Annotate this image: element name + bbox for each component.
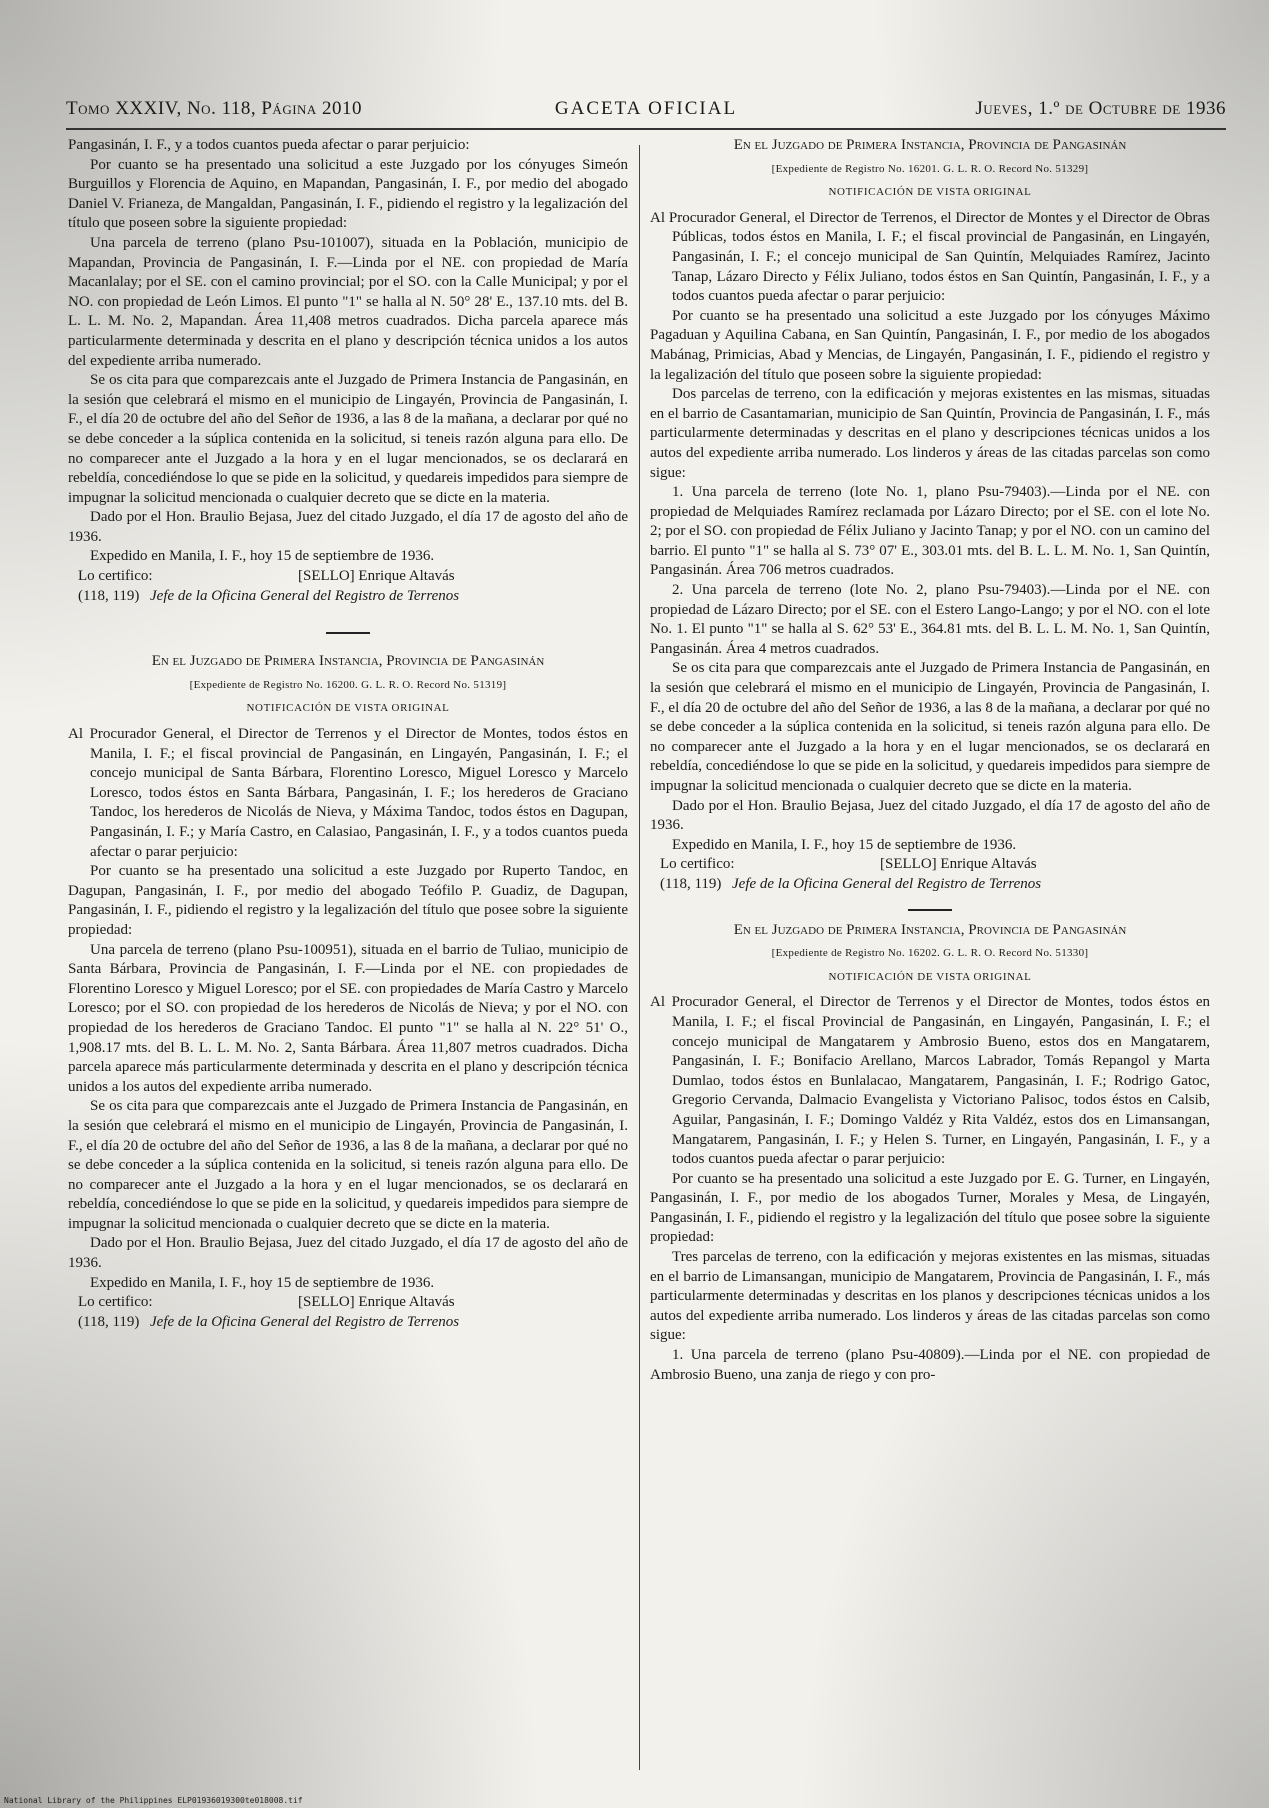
notice-paragraph: 1. Una parcela de terreno (plano Psu-40809).—Linda por el NE. con propiedad de Ambrosio Bueno, una zanja de riego y con pro-	[650, 1347, 1210, 1383]
section-notification-heading: NOTIFICACIÓN DE VISTA ORIGINAL	[828, 186, 1032, 199]
signature-line	[68, 567, 628, 587]
notice-paragraph: Por cuanto se ha presentado una solicitud a este Juzgado por E. G. Turner, en Lingayén, Pangasinán, I. F., por medio de los abogados Turner, Morales y Mesa, de Lingayén, Pangasinán, I. F., pidiendo el registro y la legalización del título que posee sobre la siguiente propiedad:	[650, 1170, 1210, 1246]
section-expediente: [Expediente de Registro No. 16202. G. L. R. O. Record No. 51330]	[771, 947, 1089, 960]
notice-paragraph: Por cuanto se ha presentado una solicitud a este Juzgado por Ruperto Tandoc, en Dagupan, Pangasinán, I. F., por medio del abogado Teófilo P. Guadiz, de Dagupan, Pangasinán, I. F., pidiendo el registro y la legalización del título que posee sobre la siguiente propiedad:	[68, 863, 628, 938]
notice-paragraph: Tres parcelas de terreno, con la edificación y mejoras existentes en las mismas, situadas en el barrio de Limansangan, municipio de Mangatarem, Provincia de Pangasinán, I. F., más particularmente determinadas y descritas en los planos y descripciones técnicas unidos a los autos del expediente arriba numerado. Los linderos y áreas de las citadas parcelas son como sigue:	[650, 1249, 1210, 1344]
notice-addressees: Al Procurador General, el Director de Terrenos y el Director de Montes, todos éstos en Manila, I. F.; el fiscal Provincial de Pangasinán, en Lingayén, Pangasinán, I. F.; el concejo municipal de Mangatarem y Ambrosio Bueno, estos dos en Mangatarem, Pangasinán, I. F.; Bonifacio Arellano, Marcos Labrador, Tomás Repangol y Marta Dumlao, todos éstos en Bunlalacao, Mangatarem, Pangasinán, I. F.; Rodrigo Gatoc, Gregorio Cervanda, Dalmacio Evangelista y Victoriano Palisoc, todos éstos en Calsib, Aguilar, Pangasinán, I. F.; Domingo Valdéz y Rita Valdéz, estos dos en Limansangan, Mangatarem, Pangasinán, I. F.; y Helen S. Turner, en Lingayén, Pangasinán, I. F., y a todos cuantos pueda afectar o parar perjuicio:	[650, 994, 1210, 1168]
notice-paragraph: Por cuanto se ha presentado una solicitud a este Juzgado por los cónyuges Simeón Burguillos y Florencia de Aquino, en Mapandan, Pangasinán, I. F., por medio del abogado Daniel V. Frianeza, de Mangaldan, Pangasinán, I. F., pidiendo el registro y la legalización del título que poseen sobre la siguiente propiedad:	[68, 156, 628, 232]
notice-dado: Dado por el Hon. Braulio Bejasa, Juez del citado Juzgado, el día 17 de agosto del año de 1936.	[650, 797, 1210, 834]
header-title: GACETA OFICIAL	[554, 98, 738, 119]
notice-paragraph: Dos parcelas de terreno, con la edificación y mejoras existentes en las mismas, situadas en el barrio de Casantamarian, municipio de San Quintín, Provincia de Pangasinán, I. F., más particularmente determinadas y descritas en el plano y descripciones técnicas unidos a los autos del expediente arriba numerado. Los linderos y áreas de las citadas parcelas son como sigue:	[650, 386, 1210, 481]
notice-paragraph: Una parcela de terreno (plano Psu-101007), situada en la Población, municipio de Mapandan, Provincia de Pangasinán, I. F.—Linda por el NE. con propiedad de María Macanlalay; por el SE. con el camino provincial; por el SO. con la Calle Municipal; y por el NO. con propiedad de León Limos. El punto "1" se halla al N. 50° 28' E., 137.10 mts. del B. L. L. M. No. 2, Mapandan. Área 11,408 metros cuadrados. Dicha parcela aparece más particularmente determinada y descrita en el plano y descripción técnica unidos a los autos del expediente arriba numerado.	[68, 234, 628, 369]
section-separator	[908, 909, 952, 911]
signature-title-line	[68, 587, 628, 607]
issue-numbers: (118, 119)	[78, 587, 140, 604]
section-separator	[326, 632, 370, 634]
section-title: En el Juzgado de Primera Instancia, Provincia de Pangasinán	[733, 137, 1127, 153]
certifico-label: Lo certifico:	[660, 856, 735, 873]
notice-dado: Dado por el Hon. Braulio Bejasa, Juez del citado Juzgado, el día 17 de agosto del año de 1936.	[68, 1235, 628, 1272]
page-header	[66, 98, 1226, 128]
notice-expedido: Expedido en Manila, I. F., hoy 15 de septiembre de 1936.	[90, 548, 435, 565]
seal-signature: [SELLO] Enrique Altavás	[298, 1294, 455, 1311]
notice-expedido: Expedido en Manila, I. F., hoy 15 de septiembre de 1936.	[672, 836, 1017, 853]
signatory-title: Jefe de la Oficina General del Registro de Terrenos	[732, 875, 1042, 892]
notice-paragraph: 1. Una parcela de terreno (lote No. 1, plano Psu-79403).—Linda por el NE. con propiedad de Melquiades Ramírez reclamada por Lázaro Directo; por el SE. con el lote No. 2; por el SO. con propiedad de Félix Juliano y Jacinto Tanap; y por el NO. con un camino del barrio. El punto "1" se halla al S. 73° 07' E., 303.01 mts. del B. L. L. M. No. 1, San Quintín, Pangasinán. Área 706 metros cuadrados.	[650, 484, 1210, 579]
certifico-label: Lo certifico:	[78, 568, 153, 585]
notice-paragraph: Por cuanto se ha presentado una solicitud a este Juzgado por los cónyuges Máximo Pagaduan y Aquilina Cabana, en San Quintín, Pangasinán, I. F., por medio de los abogados Mabánag, Primicias, Abad y Mencias, de Lingayén, Pangasinán, I. F., pidiendo el registro y la legalización del título que poseen sobre la siguiente propiedad:	[650, 307, 1210, 383]
notice-paragraph: 2. Una parcela de terreno (lote No. 2, plano Psu-79403).—Linda por el NE. con propiedad de Lázaro Directo; por el SE. con el Estero Lango-Lango; y por el NO. con el lote No. 1. El punto "1" se halla al S. 62° 53' E., 364.81 mts. del B. L. L. M. No. 1, San Quintín, Pangasinán. Área 4 metros cuadrados.	[650, 582, 1210, 657]
notice-expedido: Expedido en Manila, I. F., hoy 15 de septiembre de 1936.	[90, 1274, 435, 1291]
section-notification-heading: NOTIFICACIÓN DE VISTA ORIGINAL	[828, 970, 1032, 983]
signature-title-line	[68, 1313, 628, 1333]
issue-numbers: (118, 119)	[660, 875, 722, 892]
right-column	[650, 136, 1210, 1385]
scan-footer: National Library of the Philippines ELP01936019300te018008.tif	[4, 1796, 303, 1805]
notice-paragraph: Una parcela de terreno (plano Psu-100951), situada en el barrio de Tuliao, municipio de Santa Bárbara, Provincia de Pangasinán, I. F.—Linda por el NE. con propiedades de Florentino Loresco y Miguel Loresco; por el SE. con propiedades de María Castro y Marcelo Loresco; por el SO. con propiedad de los herederos de Nicolás de Nieva; y por el NO. con propiedad de los herederos de Graciano Tandoc. El punto "1" se halla al N. 22° 51' O., 1,908.17 mts. del B. L. L. M. No. 2, Santa Bárbara. Área 11,807 metros cuadrados. Dicha parcela aparece más particularmente determinada y descrita en el plano y descripción técnica unidos a los autos del expediente arriba numerado.	[68, 941, 628, 1095]
seal-signature: [SELLO] Enrique Altavás	[298, 568, 455, 585]
seal-signature: [SELLO] Enrique Altavás	[880, 856, 1037, 873]
column-divider	[639, 145, 640, 1770]
header-volume: Tomo XXXIV, No. 118, Página 2010	[66, 98, 363, 119]
signature-title-line	[650, 875, 1210, 895]
notice-paragraph: Se os cita para que comparezcais ante el Juzgado de Primera Instancia de Pangasinán, en la sesión que celebrará el mismo en el municipio de Lingayén, Provincia de Pangasinán, I. F., el día 20 de octubre del año del Señor de 1936, a las 8 de la mañana, a declarar por qué no se debe conceder a la súplica contenida en la solicitud, si teneis razón alguna para ello. De no comparecer ante el Juzgado a la hora y en el lugar mencionados, se os declarará en rebeldía, concediéndose lo que se pide en la solicitud, y quedareis impedidos para siempre de impugnar la solicitud mencionada o cualquier decreto que se dicte en la materia.	[68, 1098, 628, 1232]
signature-line	[68, 1293, 628, 1313]
signatory-title: Jefe de la Oficina General del Registro de Terrenos	[150, 587, 460, 604]
signatory-title: Jefe de la Oficina General del Registro de Terrenos	[150, 1313, 460, 1330]
notice-addressees: Al Procurador General, el Director de Terrenos, el Director de Montes y el Director de Obras Públicas, todos éstos en Manila, I. F.; el fiscal provincial de Pangasinán, en Lingayén, Pangasinán, I. F.; el concejo municipal de San Quintín, Melquiades Ramírez, Jacinto Tanap, Lázaro Directo y Félix Juliano, todos éstos en San Quintín, Pangasinán, I. F., y a todos cuantos pueda afectar o parar perjuicio:	[650, 209, 1210, 305]
section-notification-heading: NOTIFICACIÓN DE VISTA ORIGINAL	[246, 702, 450, 715]
notice-intro: Pangasinán, I. F., y a todos cuantos pueda afectar o parar perjuicio:	[68, 137, 470, 153]
left-column	[68, 136, 628, 1332]
header-date: Jueves, 1.º de Octubre de 1936	[975, 98, 1226, 119]
section-expediente: [Expediente de Registro No. 16201. G. L. R. O. Record No. 51329]	[771, 162, 1089, 175]
certifico-label: Lo certifico:	[78, 1294, 153, 1311]
section-title: En el Juzgado de Primera Instancia, Provincia de Pangasinán	[733, 921, 1127, 938]
notice-paragraph: Se os cita para que comparezcais ante el Juzgado de Primera Instancia de Pangasinán, en la sesión que celebrará el mismo en el municipio de Lingayén, Provincia de Pangasinán, I. F., el día 20 de octubre del año del Señor de 1936, a las 8 de la mañana, a declarar por qué no se debe conceder a la súplica contenida en la solicitud, si teneis razón alguna para ello. De no comparecer ante el Juzgado a la hora y en el lugar mencionados, se os declarará en rebeldía, concediéndose lo que se pide en la solicitud, y quedareis impedidos para siempre de impugnar la solicitud mencionada o cualquier decreto que se dicte en la materia.	[68, 372, 628, 506]
section-title: En el Juzgado de Primera Instancia, Provincia de Pangasinán	[151, 653, 545, 670]
issue-numbers: (118, 119)	[78, 1313, 140, 1330]
notice-paragraph: Se os cita para que comparezcais ante el Juzgado de Primera Instancia de Pangasinán, en la sesión que celebrará el mismo en el municipio de Lingayén, Provincia de Pangasinán, I. F., el día 20 de octubre del año del Señor de 1936, a las 8 de la mañana, a declarar por qué no se debe conceder a la súplica contenida en la solicitud, si teneis razón alguna para ello. De no comparecer ante el Juzgado a la hora y en el lugar mencionados, se os declarará en rebeldía, concediéndose lo que se pide en la solicitud, y quedareis impedidos para siempre de impugnar la solicitud mencionada o cualquier decreto que se dicte en la materia.	[650, 660, 1210, 794]
notice-dado: Dado por el Hon. Braulio Bejasa, Juez del citado Juzgado, el día 17 de agosto del año de 1936.	[68, 509, 628, 545]
notice-addressees: Al Procurador General, el Director de Terrenos y el Director de Montes, todos éstos en Manila, I. F.; el fiscal provincial de Pangasinán, en Lingayén, Pangasinán, I. F.; el concejo municipal de Santa Bárbara, Florentino Loresco, Miguel Loresco y Marcelo Loresco, todos éstos en Santa Bárbara, Pangasinán, I. F.; los herederos de Graciano Tandoc, los herederos de Nicolás de Nieva, y Máxima Tandoc, todos éstos en Dagupan, Pangasinán, I. F.; y María Castro, en Calasiao, Pangasinán, I. F., y a todos cuantos pueda afectar o parar perjuicio:	[68, 726, 628, 860]
header-rule	[66, 128, 1226, 130]
section-expediente: [Expediente de Registro No. 16200. G. L. R. O. Record No. 51319]	[189, 678, 507, 691]
signature-line	[650, 855, 1210, 875]
